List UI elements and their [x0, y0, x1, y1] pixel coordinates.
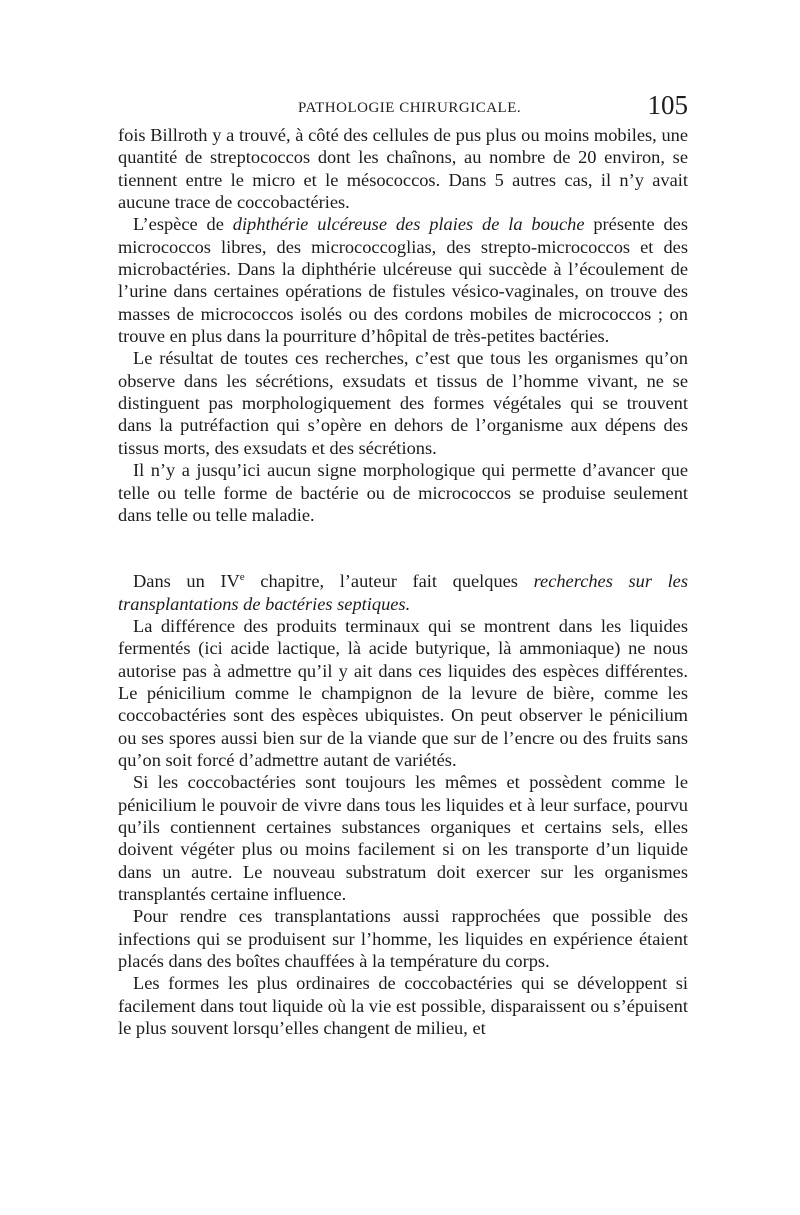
page-header [118, 86, 688, 126]
running-title: PATHOLOGIE CHIRURGICALE. [298, 100, 522, 116]
paragraph: Les formes les plus ordinaires de coccobactéries qui se développent si facilement dans tout liquide où la vie est possible, disparaissent ou s’épuisent le plus souvent lorsqu’elles changent de milieu, et [118, 973, 688, 1039]
italic-term: recherches sur les transplantations de bactéries septiques. [118, 571, 689, 614]
paragraph-text: L’espèce de [133, 214, 233, 235]
paragraph: La différence des produits terminaux qui se montrent dans les liquides fermentés (ici acide lactique, là acide butyrique, là ammoniaque) ne nous autorise pas à admettre qu’il y ait dans ces liquides des espèces différentes. Le pénicilium comme le champignon de la levure de bière, comme les coccobactéries sont des espèces ubiquistes. On peut observer le pénicilium ou ses spores aussi bien sur de la viande que sur de l’encre ou des fruits sans qu’on soit forcé d’admettre autant de variétés. [118, 615, 688, 770]
paragraph-text: Dans un IV [133, 571, 240, 592]
paragraph [118, 213, 688, 347]
paragraph-text: présente des micrococcos libres, des micrococcoglias, des strepto-micrococcos et des microbactéries. Dans la diphthérie ulcéreuse qui succède à l’écoulement de l’urine dans certaines opérations de fistules vésico-vaginales, on trouve des masses de micrococcos isolés ou des cordons mobiles de micrococcos ; on trouve en plus dans la pourriture d’hôpital de très-petites bactéries. [118, 214, 688, 347]
page-body [118, 124, 688, 1039]
paragraph: fois Billroth y a trouvé, à côté des cellules de pus plus ou moins mobiles, une quantité de streptococcos dont les chaînons, au nombre de 20 environ, se tiennent entre le micro et le mésococcos. Dans 5 autres cas, il n’y avait aucune trace de coccobactéries. [118, 125, 688, 213]
paragraph: Il n’y a jusqu’ici aucun signe morphologique qui permette d’avancer que telle ou telle forme de bactérie ou de micrococcos se produise seulement dans telle ou telle maladie. [118, 460, 688, 525]
italic-term: diphthérie ulcéreuse des plaies de la bouche [232, 214, 585, 235]
paragraph: Si les coccobactéries sont toujours les mêmes et possèdent comme le pénicilium le pouvoir de vivre dans tous les liquides et à leur surface, pourvu qu’ils contiennent certaines substances organiques et certains sels, elles doivent végéter plus ou moins facilement si on les transporte d’un liquide dans un autre. Le nouveau substratum doit exercer sur les organismes transplantés certaine influence. [118, 772, 688, 904]
paragraph-text: chapitre, l’auteur fait quelques [244, 571, 534, 592]
paragraph [118, 570, 688, 615]
section-gap [118, 526, 688, 570]
paragraph: Le résultat de toutes ces recherches, c’est que tous les organismes qu’on observe dans les sécrétions, exsudats et tissus de l’homme vivant, ne se distinguent pas morphologiquement des formes végétales qui se trouvent dans la putréfaction qui s’opère en dehors de l’organisme aux dépens des tissus morts, des exsudats et des sécrétions. [118, 348, 688, 458]
superscript: e [239, 571, 245, 584]
paragraph: Pour rendre ces transplantations aussi rapprochées que possible des infections qui se produisent sur l’homme, les liquides en expérience étaient placés dans des boîtes chauffées à la température du corps. [118, 906, 688, 972]
page-number: 105 [647, 90, 688, 120]
